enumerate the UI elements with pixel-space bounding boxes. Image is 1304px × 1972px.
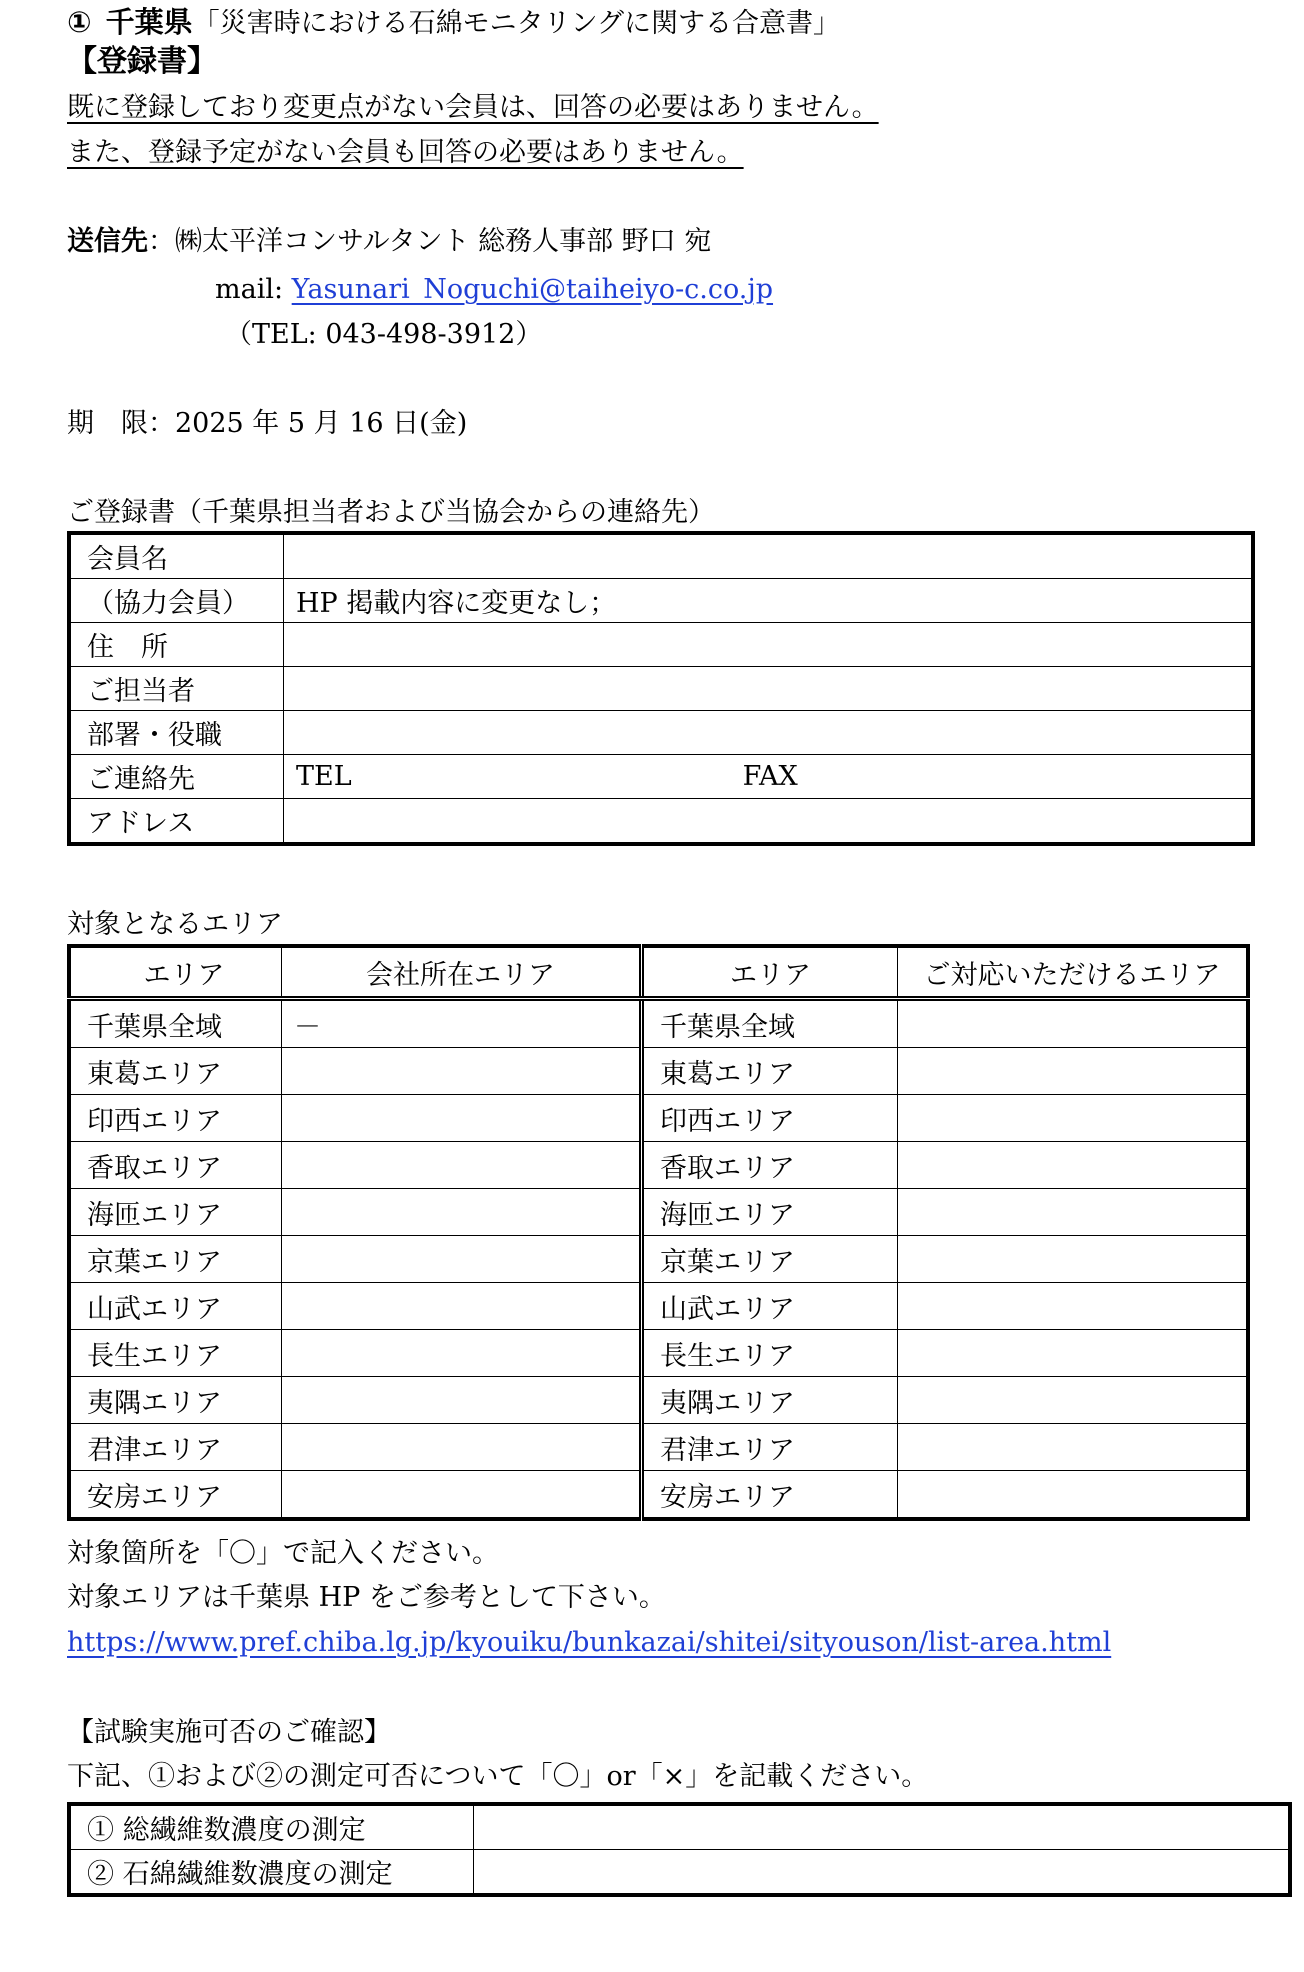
area-name: 安房エリア bbox=[642, 1471, 898, 1520]
table-row bbox=[69, 1142, 1248, 1189]
deadline-label: 期 限 bbox=[67, 408, 148, 439]
company-area-cell[interactable] bbox=[282, 1471, 642, 1520]
test-table bbox=[67, 1802, 1292, 1897]
row-label: ご担当者 bbox=[69, 667, 284, 711]
area-note-1: 対象箇所を「〇」で記入ください。 bbox=[67, 1538, 499, 1569]
cooperating-member-field[interactable]: HP 掲載内容に変更なし； bbox=[284, 579, 1254, 623]
area-name: 印西エリア bbox=[69, 1095, 282, 1142]
row-label: 会員名 bbox=[69, 533, 284, 579]
company-area-cell[interactable] bbox=[282, 1424, 642, 1471]
department-field[interactable] bbox=[284, 711, 1254, 755]
test-label: ② 石綿繊維数濃度の測定 bbox=[69, 1850, 474, 1896]
row-label: ご連絡先 bbox=[69, 755, 284, 799]
test-label: ① 総繊維数濃度の測定 bbox=[69, 1804, 474, 1850]
area-name: 千葉県全域 bbox=[642, 999, 898, 1048]
contact-caption: ご登録書（千葉県担当者および当協会からの連絡先） bbox=[67, 497, 715, 528]
area-name: 京葉エリア bbox=[642, 1236, 898, 1283]
table-header bbox=[69, 946, 1248, 999]
area-name: 安房エリア bbox=[69, 1471, 282, 1520]
header-company-area: 会社所在エリア bbox=[282, 946, 642, 999]
area-caption: 対象となるエリア bbox=[67, 909, 283, 940]
table-row bbox=[69, 999, 1248, 1048]
area-name: 印西エリア bbox=[642, 1095, 898, 1142]
person-in-charge-field[interactable] bbox=[284, 667, 1254, 711]
table-row bbox=[69, 1471, 1248, 1520]
mail-label: mail: bbox=[215, 274, 284, 305]
tel-label: TEL bbox=[296, 761, 352, 792]
header-support-area: ご対応いただけるエリア bbox=[898, 946, 1249, 999]
table-row bbox=[69, 1804, 1290, 1850]
support-area-cell[interactable] bbox=[898, 1142, 1249, 1189]
area-name: 山武エリア bbox=[69, 1283, 282, 1330]
test-heading: 【試験実施可否のご確認】 bbox=[67, 1717, 391, 1748]
table-row bbox=[69, 711, 1253, 755]
area-name: 海匝エリア bbox=[69, 1189, 282, 1236]
header-area-right: エリア bbox=[642, 946, 898, 999]
area-name: 東葛エリア bbox=[642, 1048, 898, 1095]
mail-link[interactable]: Yasunari_Noguchi@taiheiyo-c.co.jp bbox=[291, 274, 774, 305]
asbestos-fiber-answer-cell[interactable] bbox=[474, 1850, 1291, 1896]
area-url-line bbox=[67, 1623, 1111, 1663]
table-row bbox=[69, 799, 1253, 845]
recipient-name: ：㈱太平洋コンサルタント 総務人事部 野口 宛 bbox=[148, 226, 712, 257]
company-area-cell[interactable] bbox=[282, 1283, 642, 1330]
company-area-cell[interactable] bbox=[282, 1048, 642, 1095]
form-title: 【登録書】 bbox=[67, 44, 217, 79]
table-row bbox=[69, 1048, 1248, 1095]
row-label: （協力会員） bbox=[69, 579, 284, 623]
row-label: アドレス bbox=[69, 799, 284, 845]
table-row bbox=[69, 1236, 1248, 1283]
tel-line: （TEL: 043-498-3912） bbox=[225, 319, 543, 350]
support-area-cell[interactable] bbox=[898, 1236, 1249, 1283]
company-area-cell[interactable]: － bbox=[282, 999, 642, 1048]
table-row bbox=[69, 1095, 1248, 1142]
row-label: 住 所 bbox=[69, 623, 284, 667]
support-area-cell[interactable] bbox=[898, 1283, 1249, 1330]
document-name: 「災害時における石綿モニタリングに関する合意書」 bbox=[192, 8, 841, 39]
support-area-cell[interactable] bbox=[898, 1095, 1249, 1142]
area-name: 夷隅エリア bbox=[69, 1377, 282, 1424]
table-row bbox=[69, 667, 1253, 711]
contact-table bbox=[67, 531, 1255, 846]
fax-label: FAX bbox=[742, 761, 798, 792]
area-name: 香取エリア bbox=[69, 1142, 282, 1189]
area-table bbox=[67, 944, 1250, 1521]
area-note-2: 対象エリアは千葉県 HP をご参考として下さい。 bbox=[67, 1582, 666, 1613]
deadline-value: ：2025 年 5 月 16 日(金) bbox=[148, 408, 468, 439]
table-row bbox=[69, 623, 1253, 667]
note-line-1: 既に登録しており変更点がない会員は、回答の必要はありません。 bbox=[67, 92, 879, 123]
area-name: 君津エリア bbox=[642, 1424, 898, 1471]
recipient-label: 送信先 bbox=[67, 226, 148, 257]
support-area-cell[interactable] bbox=[898, 1424, 1249, 1471]
company-area-cell[interactable] bbox=[282, 1330, 642, 1377]
support-area-cell[interactable] bbox=[898, 1330, 1249, 1377]
company-area-cell[interactable] bbox=[282, 1236, 642, 1283]
prefecture-name: 千葉県 bbox=[105, 5, 193, 39]
company-area-cell[interactable] bbox=[282, 1377, 642, 1424]
area-name: 夷隅エリア bbox=[642, 1377, 898, 1424]
table-row bbox=[69, 579, 1253, 623]
test-instruction: 下記、①および②の測定可否について「〇」or「×」を記載ください。 bbox=[67, 1761, 929, 1792]
area-name: 香取エリア bbox=[642, 1142, 898, 1189]
row-label: 部署・役職 bbox=[69, 711, 284, 755]
header-area: エリア bbox=[69, 946, 282, 999]
table-row bbox=[69, 1850, 1290, 1896]
item-number: ① bbox=[67, 5, 92, 39]
mail-line bbox=[215, 270, 773, 310]
recipient-line bbox=[67, 222, 711, 262]
address-field[interactable] bbox=[284, 623, 1254, 667]
area-name: 君津エリア bbox=[69, 1424, 282, 1471]
deadline-line bbox=[67, 404, 467, 444]
area-name: 山武エリア bbox=[642, 1283, 898, 1330]
table-row bbox=[69, 1330, 1248, 1377]
area-name: 千葉県全域 bbox=[69, 999, 282, 1048]
total-fiber-answer-cell[interactable] bbox=[474, 1804, 1291, 1850]
support-area-cell[interactable] bbox=[898, 1048, 1249, 1095]
area-name: 長生エリア bbox=[69, 1330, 282, 1377]
company-area-cell[interactable] bbox=[282, 1095, 642, 1142]
area-name: 海匝エリア bbox=[642, 1189, 898, 1236]
note-line-2: また、登録予定がない会員も回答の必要はありません。 bbox=[67, 137, 744, 168]
support-area-cell[interactable] bbox=[898, 1189, 1249, 1236]
table-row bbox=[69, 755, 1253, 799]
table-row bbox=[69, 1424, 1248, 1471]
company-area-cell[interactable] bbox=[282, 1189, 642, 1236]
area-name: 京葉エリア bbox=[69, 1236, 282, 1283]
support-area-cell[interactable] bbox=[898, 999, 1249, 1048]
area-name: 東葛エリア bbox=[69, 1048, 282, 1095]
support-area-cell[interactable] bbox=[898, 1471, 1249, 1520]
area-url-link[interactable]: https://www.pref.chiba.lg.jp/kyouiku/bunkazai/shitei/sityouson/list-area.html bbox=[67, 1627, 1112, 1658]
table-row bbox=[69, 533, 1253, 579]
company-area-cell[interactable] bbox=[282, 1142, 642, 1189]
phone-fax-field[interactable] bbox=[284, 755, 1254, 799]
table-row bbox=[69, 1377, 1248, 1424]
table-row bbox=[69, 1283, 1248, 1330]
support-area-cell[interactable] bbox=[898, 1377, 1249, 1424]
area-name: 長生エリア bbox=[642, 1330, 898, 1377]
member-name-field[interactable] bbox=[284, 533, 1254, 579]
table-row bbox=[69, 1189, 1248, 1236]
email-address-field[interactable] bbox=[284, 799, 1254, 845]
